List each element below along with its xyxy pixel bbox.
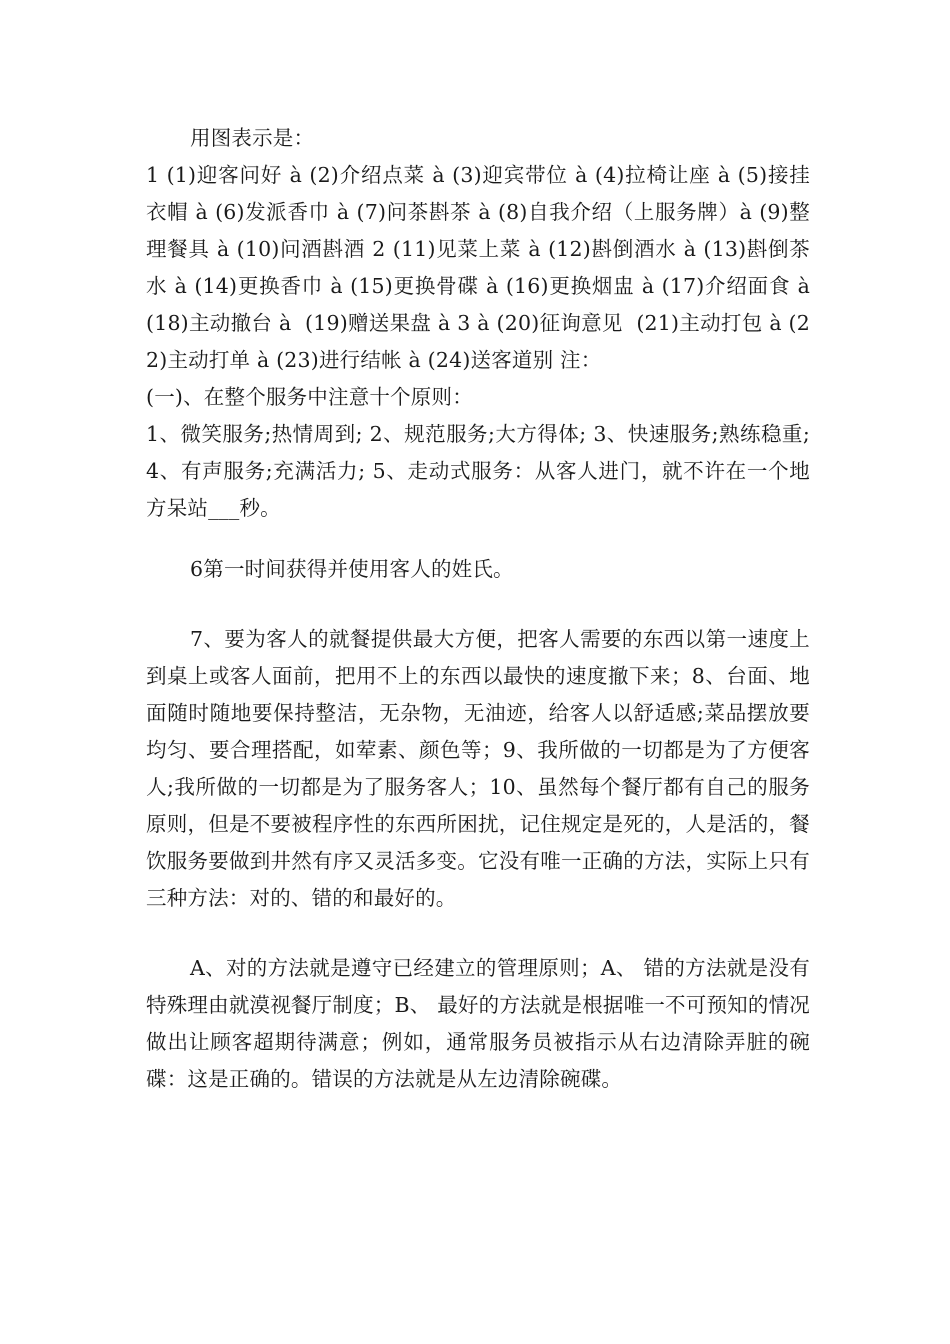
document-body: [146, 120, 817, 1098]
paragraph-diagram-intro: 用图表示是：: [190, 126, 315, 150]
paragraph-principles-1-5: 1、微笑服务;热情周到; 2、规范服务;大方得体; 3、快速服务;熟练稳重; 4、有声服务;充满活力; 5、走动式服务：从客人进门，就不许在一个地方呆站___秒。: [146, 422, 817, 520]
paragraph-service-steps: 1 (1)迎客问好 à (2)介绍点菜 à (3)迎宾带位 à (4)拉椅让座 à (5)接挂衣帽 à (6)发派香巾 à (7)问茶斟茶 à (8)自我介绍（上服务牌）à (9)整理餐具 à (10)问酒斟酒 2 (11)见菜上菜 à (12)斟倒酒水 à (13)斟倒茶水 à (14)更换香巾 à (15)更换骨碟 à (16)更换烟盅 à (17)介绍面食 à (18)主动撤台 à (19)赠送果盘 à 3 à (20)征询意见 (21)主动打包 à (22)主动打单 à (23)进行结帐 à (24)送客道别 注：: [146, 163, 817, 372]
paragraph-methods: A、对的方法就是遵守已经建立的管理原则；A、 错的方法就是没有特殊理由就漠视餐厅制度；B、 最好的方法就是根据唯一不可预知的情况做出让顾客超期待满意；例如，通常服务员被指示从右边清除弄脏的碗碟：这是正确的。错误的方法就是从左边清除碗碟。: [146, 956, 810, 1091]
paragraph-principle-6: 6第一时间获得并使用客人的姓氏。: [190, 557, 514, 581]
paragraph-principles-heading: (一)、在整个服务中注意十个原则：: [146, 385, 473, 409]
paragraph-principles-7-10: 7、要为客人的就餐提供最大方便，把客人需要的东西以第一速度上到桌上或客人面前，把用不上的东西以最快的速度撤下来；8、台面、地面随时随地要保持整洁，无杂物，无油迹，给客人以舒适感;菜品摆放要均匀、要合理搭配，如荤素、颜色等；9、我所做的一切都是为了方便客人;我所做的一切都是为了服务客人；10、虽然每个餐厅都有自己的服务原则，但是不要被程序性的东西所困扰，记住规定是死的，人是活的，餐饮服务要做到井然有序又灵活多变。它没有唯一正确的方法，实际上只有三种方法：对的、错的和最好的。: [146, 627, 810, 910]
